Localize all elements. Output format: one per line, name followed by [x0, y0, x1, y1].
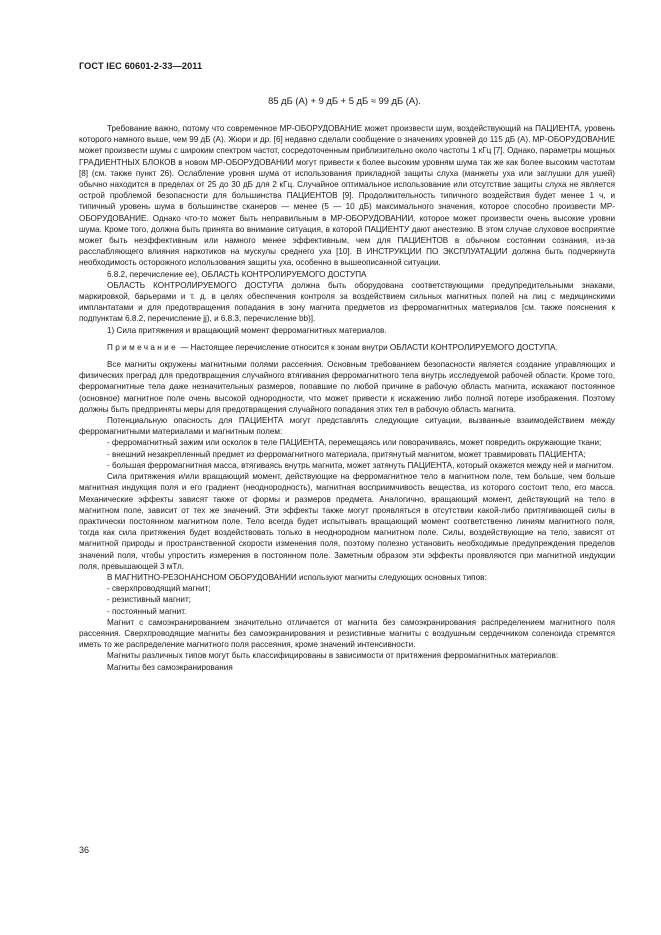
paragraph-self-shielding: Магнит с самоэкранированием значительно отличается от магнита без самоэкранирования распределением магнитного поля рассеяния. Сверхпроводящие магниты без самоэкранирования и резистивные магниты с воздушным сердечником соленоида стремятся иметь то же распределение магнитного поля рассеяния, кроме значений интенсивности.	[79, 617, 615, 650]
list-item-magnet-superconducting: - сверхпроводящий магнит;	[107, 584, 211, 594]
document-body	[79, 123, 615, 673]
list-item-hazard-2: - внешний незакрепленный предмет из ферромагнитного материала, притянутый магнитом, может травмировать ПАЦИЕНТА;	[107, 449, 586, 459]
list-item-hazard-3: - большая ферромагнитная масса, втягиваясь внутрь магнита, может затянуть ПАЦИЕНТА, который окажется между ней и магнитом.	[107, 460, 614, 470]
paragraph-stray-fields: Все магниты окружены магнитными полями рассеяния. Основным требованием безопасности является создание управляющих и физических преград для предотвращения случайного втягивания ферромагнитного тела внутрь исследуемой рабочей области. Кроме того, ферромагнитные тела даже незначительных размеров, попавшие по любой причине в рабочую область магнита, искажают постоянное (основное) магнитное поле очень высокой однородности, что может привести к искажению либо полной потере изображения. Поэтому должны быть предприняты меры для предотвращения случайного попадания этих тел в рабочую область магнита.	[79, 360, 615, 414]
note	[79, 342, 615, 353]
note-label: Примечание	[107, 342, 179, 352]
paragraph-forces: Сила притяжения и/или вращающий момент, действующие на ферромагнитное тело в магнитном поле, тем больше, чем больше магнитная индукция поля и его градиент (неоднородность), магнитная восприимчивость вещества, из которого состоит тело, его масса. Механические эффекты зависят также от формы и размеров предмета. Аналогично, вращающий момент, действующий на тело в магнитном поле, зависит от тех же значений. Эти эффекты также могут проявляться в отсутствии какой-либо притягивающей силы в практически постоянном магнитном поле. Тело всегда будет испытывать вращающий момент соответственно линиям магнитного поля, тогда как сила притяжения будет воздействовать только в неоднородном магнитном поле. Силы, воздействующие на тело, зависят от магнитной природы и пространственной скорости изменения поля, поэтому полезно установить необходимые предупреждения пределов значений поля, чтобы упростить измерения в постоянном поле. Заметным образом эти эффекты проявляются при магнитной индукции поля, превышающей 3 мТл.	[79, 472, 615, 571]
page-number: 36	[79, 845, 90, 855]
list-item-magnet-resistive: - резистивный магнит;	[107, 595, 191, 605]
paragraph-classification: Магниты различных типов могут быть классифицированы в зависимости от притяжения ферромагнитных материалов:	[107, 651, 559, 661]
paragraph-noise-levels: Требование важно, потому что современное МР-ОБОРУДОВАНИЕ может произвести шум, воздействующий на ПАЦИЕНТА, уровень которого намного выше, чем 99 дБ (А). Жюри и др. [6] недавно сделали сообщение о значениях уровней до 115 дБ (А). МР-ОБОРУДОВАНИЕ может произвести шумы с широким спектром частот, сосредоточенным приблизительно около частоты 1 кГц [7]. Однако, параметры мощных ГРАДИЕНТНЫХ БЛОКОВ в новом МР-ОБОРУДОВАНИИ могут привести к более высоким уровням шума так же как более высоким частотам [8] (см. также пункт 26). Ослабление уровня шума от использования прикладной защиты слуха (манжеты уха или заглушки для ушей) обычно находится в пределах от 25 до 30 дБ для 2 кГц. Случайное оптимальное использование или отсутствие защиты слуха не является острой проблемой безопасности для большинства ПАЦИЕНТОВ [9]. Продолжительность типичного воздействия будет менее 1 ч, и типичный уровень шума в большинстве сканеров — менее (5 — 10 дБ) максимального значения, которое способно произвести МР-ОБОРУДОВАНИЕ. Однако что-то может быть неправильным в МР-ОБОРУДОВАНИИ, которое может произвести очень высокие уровни шума. Кроме того, должна быть принята во внимание ситуация, в которой ПАЦИЕНТУ дают анестезию. В этом случае слуховое восприятие может быть неэффективным или намного менее эффективным, чем для ПАЦИЕНТОВ в обычном состоянии сознания, из-за расслабляющего влияния наркотиков на мускулы среднего уха [10]. В ИНСТРУКЦИИ ПО ЭКСПЛУАТАЦИИ должна быть подчеркнута необходимость осторожного использования защиты уха, особенно в вышеописанной ситуации.	[79, 124, 615, 268]
paragraph-hazards-intro: Потенциальную опасность для ПАЦИЕНТА могут представлять следующие ситуации, вызванные взаимодействием между ферромагнитными материалами и магнитным полем:	[79, 416, 615, 437]
note-text: — Настоящее перечисление относится к зонам внутри ОБЛАСТИ КОНТРОЛИРУЕМОГО ДОСТУПА.	[178, 342, 558, 352]
list-item-hazard-1: - ферромагнитный зажим или осколок в теле ПАЦИЕНТА, перемещаясь или поворачиваясь, может повредить окружающие ткани;	[107, 438, 602, 448]
noise-formula: 85 дБ (A) + 9 дБ + 5 дБ ≈ 99 дБ (A).	[268, 95, 421, 106]
list-item-magnet-permanent: - постоянный магнит.	[107, 606, 187, 616]
paragraph-unshielded-heading: Магниты без самоэкранирования	[107, 662, 233, 672]
paragraph-item-1: 1) Сила притяжения и вращающий момент ферромагнитных материалов.	[107, 325, 387, 335]
paragraph-magnet-types-intro: В МАГНИТНО-РЕЗОНАНСНОМ ОБОРУДОВАНИИ используют магниты следующих основных типов:	[107, 572, 487, 582]
paragraph-section-heading: 6.8.2, перечисление ее), ОБЛАСТЬ КОНТРОЛИРУЕМОГО ДОСТУПА	[107, 269, 367, 279]
standard-header: ГОСТ IEC 60601-2-33—2011	[79, 61, 203, 71]
paragraph-controlled-access: ОБЛАСТЬ КОНТРОЛИРУЕМОГО ДОСТУПА должна быть оборудована соответствующими предупредительными знаками, маркировкой, барьерами и т. д. в целях обеспечения контроля за воздействием сильных магнитных полей на лиц с медицинскими имплантатами и для предотвращения попадания в зону магнита предметов из ферромагнитных материалов [см. также пояснения к подпунктам 6.8.2, перечисление jj), и 6.8.3, перечисление bb)].	[79, 280, 615, 324]
